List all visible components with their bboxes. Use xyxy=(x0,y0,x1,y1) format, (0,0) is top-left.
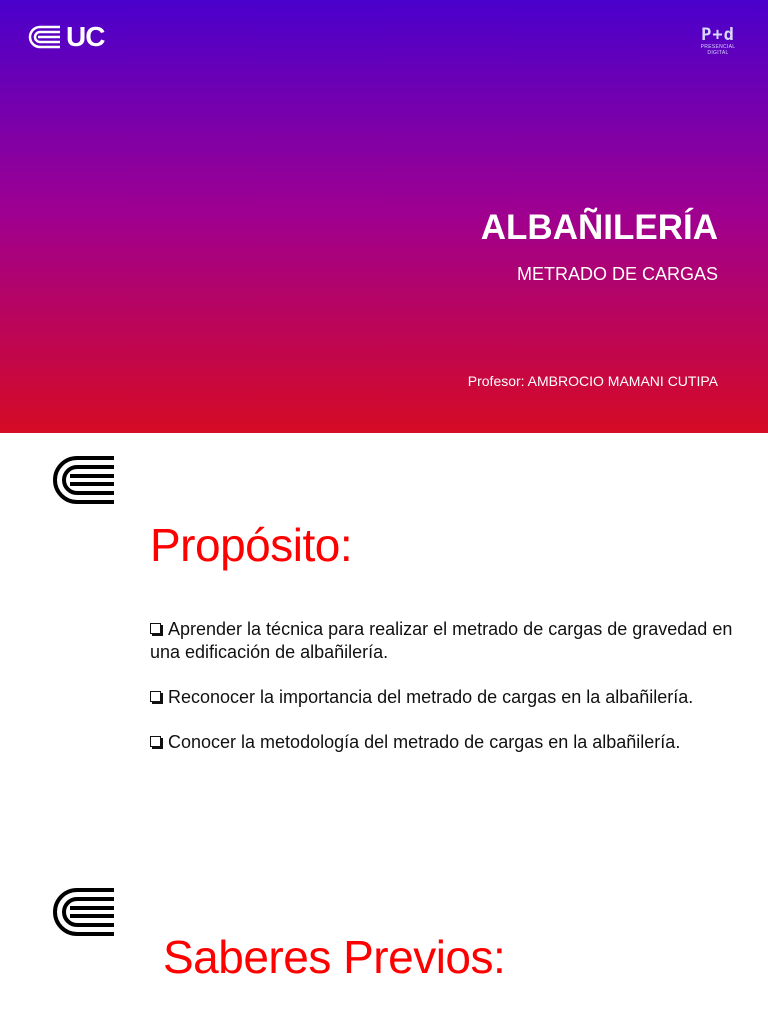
checkbox-bullet-icon xyxy=(150,736,161,747)
list-item xyxy=(150,686,740,709)
prior-knowledge-heading: Saberes Previos: xyxy=(163,931,506,983)
partner-mark: P+d xyxy=(701,25,735,45)
checkbox-bullet-icon xyxy=(150,691,161,702)
purpose-heading: Propósito: xyxy=(150,519,353,571)
list-item-text: Reconocer la importancia del metrado de cargas en la albañilería. xyxy=(168,687,694,707)
list-item xyxy=(150,731,740,754)
continental-logo-icon xyxy=(52,455,116,505)
slide-title: ALBAÑILERÍA xyxy=(480,208,718,247)
uc-logo xyxy=(28,22,104,52)
list-item-text: Conocer la metodología del metrado de cargas en la albañilería. xyxy=(168,732,681,752)
partner-sub: PRESENCIAL DIGITAL xyxy=(700,44,736,56)
list-item xyxy=(150,618,740,664)
continental-logo-icon xyxy=(52,887,116,937)
uc-brand-text: UC xyxy=(66,21,105,52)
purpose-list xyxy=(150,618,740,776)
title-slide xyxy=(0,0,768,433)
professor-name: Profesor: AMBROCIO MAMANI CUTIPA xyxy=(467,373,718,389)
partner-logo xyxy=(690,26,746,56)
slide-subtitle: METRADO DE CARGAS xyxy=(516,264,718,284)
uc-c-icon xyxy=(28,25,62,49)
checkbox-bullet-icon xyxy=(150,623,161,634)
list-item-text: Aprender la técnica para realizar el metrado de cargas de gravedad en una edificación de albañilería. xyxy=(150,619,733,662)
